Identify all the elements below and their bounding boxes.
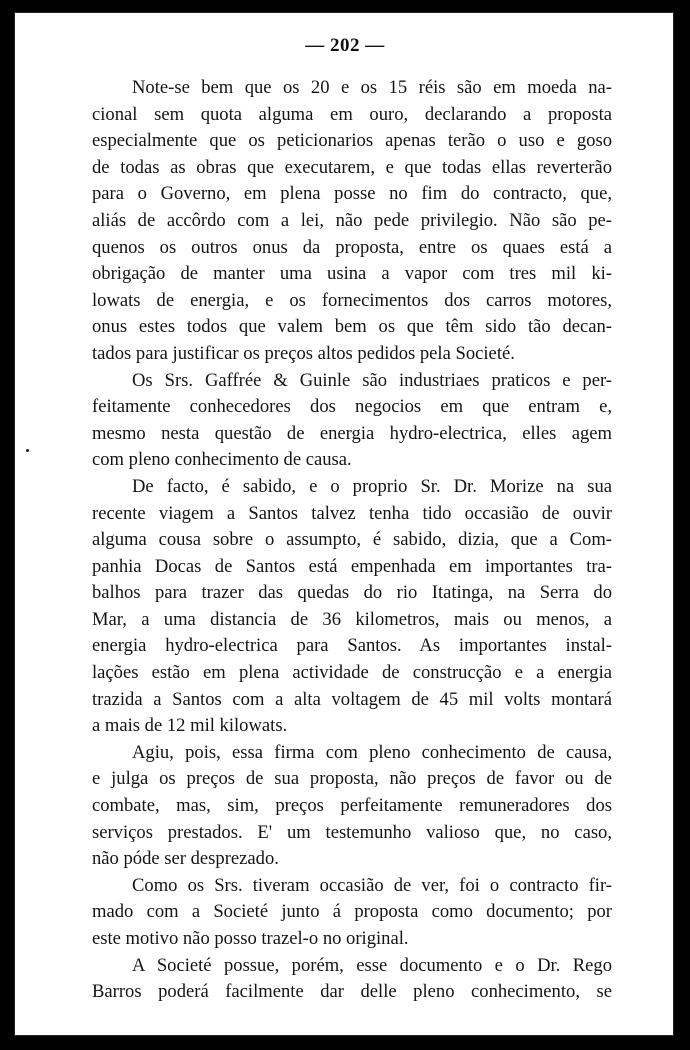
- text-line: não póde ser desprezado.: [92, 848, 279, 870]
- text-line: Note-se bem que os 20 e os 15 réis são em moeda na-: [132, 77, 612, 98]
- text-line: a mais de 12 mil kilowats.: [92, 715, 288, 737]
- text-line: lações estão em plena actividade de construcção e a energia: [92, 662, 612, 684]
- text-line: feitamente conhecedores dos negocios em que entram e,: [92, 396, 612, 418]
- text-line: Barros poderá facilmente dar delle pleno conhecimento, se: [92, 981, 612, 1003]
- text-line: balhos para trazer das quedas do rio Itatinga, na Serra do: [92, 582, 612, 604]
- text-line: De facto, é sabido, e o proprio Sr. Dr. Morize na sua: [132, 475, 612, 497]
- body-text: [92, 75, 612, 1006]
- text-line: energia hydro-electrica para Santos. As importantes instal-: [92, 635, 612, 657]
- text-line: combate, mas, sim, preços perfeitamente remuneradores dos: [92, 795, 612, 817]
- paragraph-6: [92, 953, 612, 1006]
- text-line: para o Governo, em plena posse no fim do contracto, que,: [92, 183, 612, 205]
- text-line: cional sem quota alguma em ouro, declarando a proposta: [92, 103, 612, 125]
- paragraph-1: [92, 75, 612, 368]
- text-line: Mar, a uma distancia de 36 kilometros, mais ou menos, a: [92, 608, 612, 630]
- text-line: Os Srs. Gaffrée & Guinle são industriaes praticos e per-: [132, 369, 612, 391]
- text-line: mado com a Societé junto á proposta como documento; por: [92, 901, 612, 923]
- text-line: aliás de accôrdo com a lei, não pede privilegio. Não são pe-: [92, 209, 612, 231]
- text-line: tados para justificar os preços altos pedidos pela Societé.: [92, 342, 515, 364]
- text-line: alguma cousa sobre o assumpto, é sabido, dizia, que a Com-: [92, 529, 612, 551]
- text-line: lowats de energia, e os fornecimentos dos carros motores,: [92, 289, 612, 311]
- text-line: mesmo nesta questão de energia hydro-electrica, elles agem: [92, 422, 612, 444]
- text-line: panhia Docas de Santos está empenhada em importantes tra-: [92, 555, 612, 577]
- text-line: e julga os preços de sua proposta, não preços de favor ou de: [92, 768, 612, 790]
- text-line: de todas as obras que executarem, e que todas ellas reverterão: [92, 156, 612, 178]
- text-line: este motivo não posso trazel-o no original.: [92, 928, 409, 949]
- paragraph-3: [92, 474, 612, 740]
- text-line: Como os Srs. tiveram occasião de ver, foi o contracto fir-: [132, 874, 612, 896]
- text-line: recente viagem a Santos talvez tenha tido occasião de ouvir: [92, 502, 612, 524]
- text-line: trazida a Santos com a alta voltagem de 45 mil volts montará: [92, 688, 612, 710]
- text-line: quenos os outros onus da proposta, entre os quaes está a: [92, 236, 612, 258]
- text-line: especialmente que os peticionarios apenas terão o uso e goso: [92, 130, 612, 152]
- text-line: obrigação de manter uma usina a vapor com tres mil ki-: [92, 263, 612, 285]
- paper-speck: [26, 449, 29, 452]
- page-number: — 202 —: [305, 35, 385, 56]
- text-line: onus estes todos que valem bem os que têm sido tão decan-: [92, 316, 612, 338]
- paragraph-2: [92, 368, 612, 474]
- document-page: [14, 12, 674, 1036]
- text-line: com pleno conhecimento de causa.: [92, 449, 352, 471]
- paragraph-5: [92, 873, 612, 953]
- text-line: serviços prestados. E' um testemunho valioso que, no caso,: [92, 821, 612, 843]
- paragraph-4: [92, 740, 612, 873]
- text-line: Agiu, pois, essa firma com pleno conhecimento de causa,: [132, 741, 612, 763]
- text-line: A Societé possue, porém, esse documento e o Dr. Rego: [132, 954, 612, 976]
